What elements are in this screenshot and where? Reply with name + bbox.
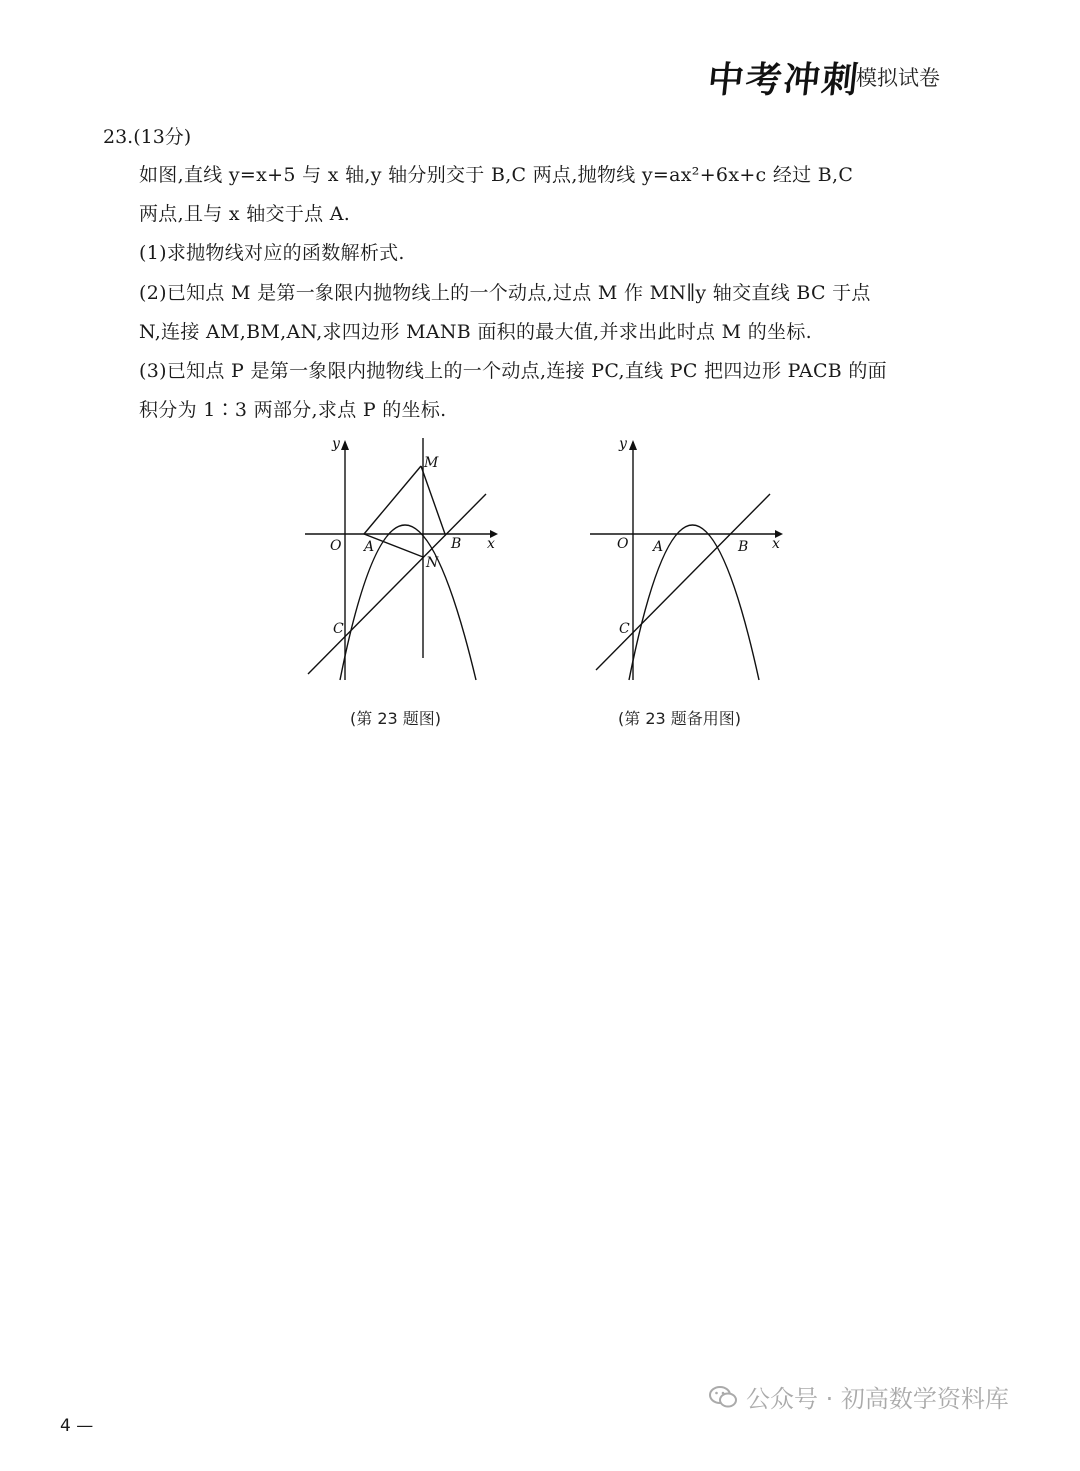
- label-x: x: [772, 536, 780, 552]
- line-bc: [596, 494, 770, 670]
- question-line-2: 两点,且与 x 轴交于点 A.: [139, 203, 351, 225]
- label-a: A: [364, 539, 375, 555]
- label-o: O: [617, 536, 629, 552]
- question-line-4: (2)已知点 M 是第一象限内抛物线上的一个动点,过点 M 作 MN∥y 轴交直线 BC 于点: [139, 282, 871, 304]
- question-line-6: (3)已知点 P 是第一象限内抛物线上的一个动点,连接 PC,直线 PC 把四边形 PACB 的面: [139, 360, 887, 382]
- figure-backup: [585, 430, 785, 690]
- question-line-3: (1)求抛物线对应的函数解析式.: [139, 242, 405, 264]
- y-axis-arrow: [341, 440, 349, 450]
- label-a: A: [653, 539, 664, 555]
- y-axis-arrow: [629, 440, 637, 450]
- page-number: 4 —: [60, 1416, 94, 1436]
- figure-main: [300, 430, 500, 690]
- label-x: x: [487, 536, 495, 552]
- question-line-5: N,连接 AM,BM,AN,求四边形 MANB 面积的最大值,并求出此时点 M 的坐标.: [139, 321, 812, 343]
- segment-bm: [421, 466, 445, 534]
- watermark: [708, 1379, 1009, 1414]
- label-c: C: [333, 621, 344, 637]
- figure-main-caption: (第 23 题图): [350, 709, 442, 728]
- question-line-1: 如图,直线 y=x+5 与 x 轴,y 轴分别交于 B,C 两点,抛物线 y=ax²+6x+c 经过 B,C: [139, 164, 854, 186]
- wechat-icon: [708, 1384, 738, 1410]
- question-line-7: 积分为 1∶3 两部分,求点 P 的坐标.: [139, 399, 447, 421]
- label-b: B: [738, 539, 749, 555]
- label-b: B: [451, 536, 462, 552]
- segment-am: [364, 466, 421, 534]
- header-subtitle: 模拟试卷: [856, 66, 940, 90]
- figure-backup-caption: (第 23 题备用图): [618, 709, 742, 728]
- header-brand: 中考冲刺: [705, 59, 862, 101]
- label-m: M: [424, 455, 439, 471]
- label-y: y: [619, 436, 627, 452]
- label-c: C: [619, 621, 630, 637]
- question-number: 23.(13分): [103, 126, 192, 148]
- line-bc: [308, 494, 486, 674]
- label-o: O: [330, 538, 342, 554]
- label-n: N: [426, 555, 439, 571]
- label-y: y: [332, 436, 340, 452]
- watermark-text: 公众号 · 初高数学资料库: [746, 1385, 1009, 1413]
